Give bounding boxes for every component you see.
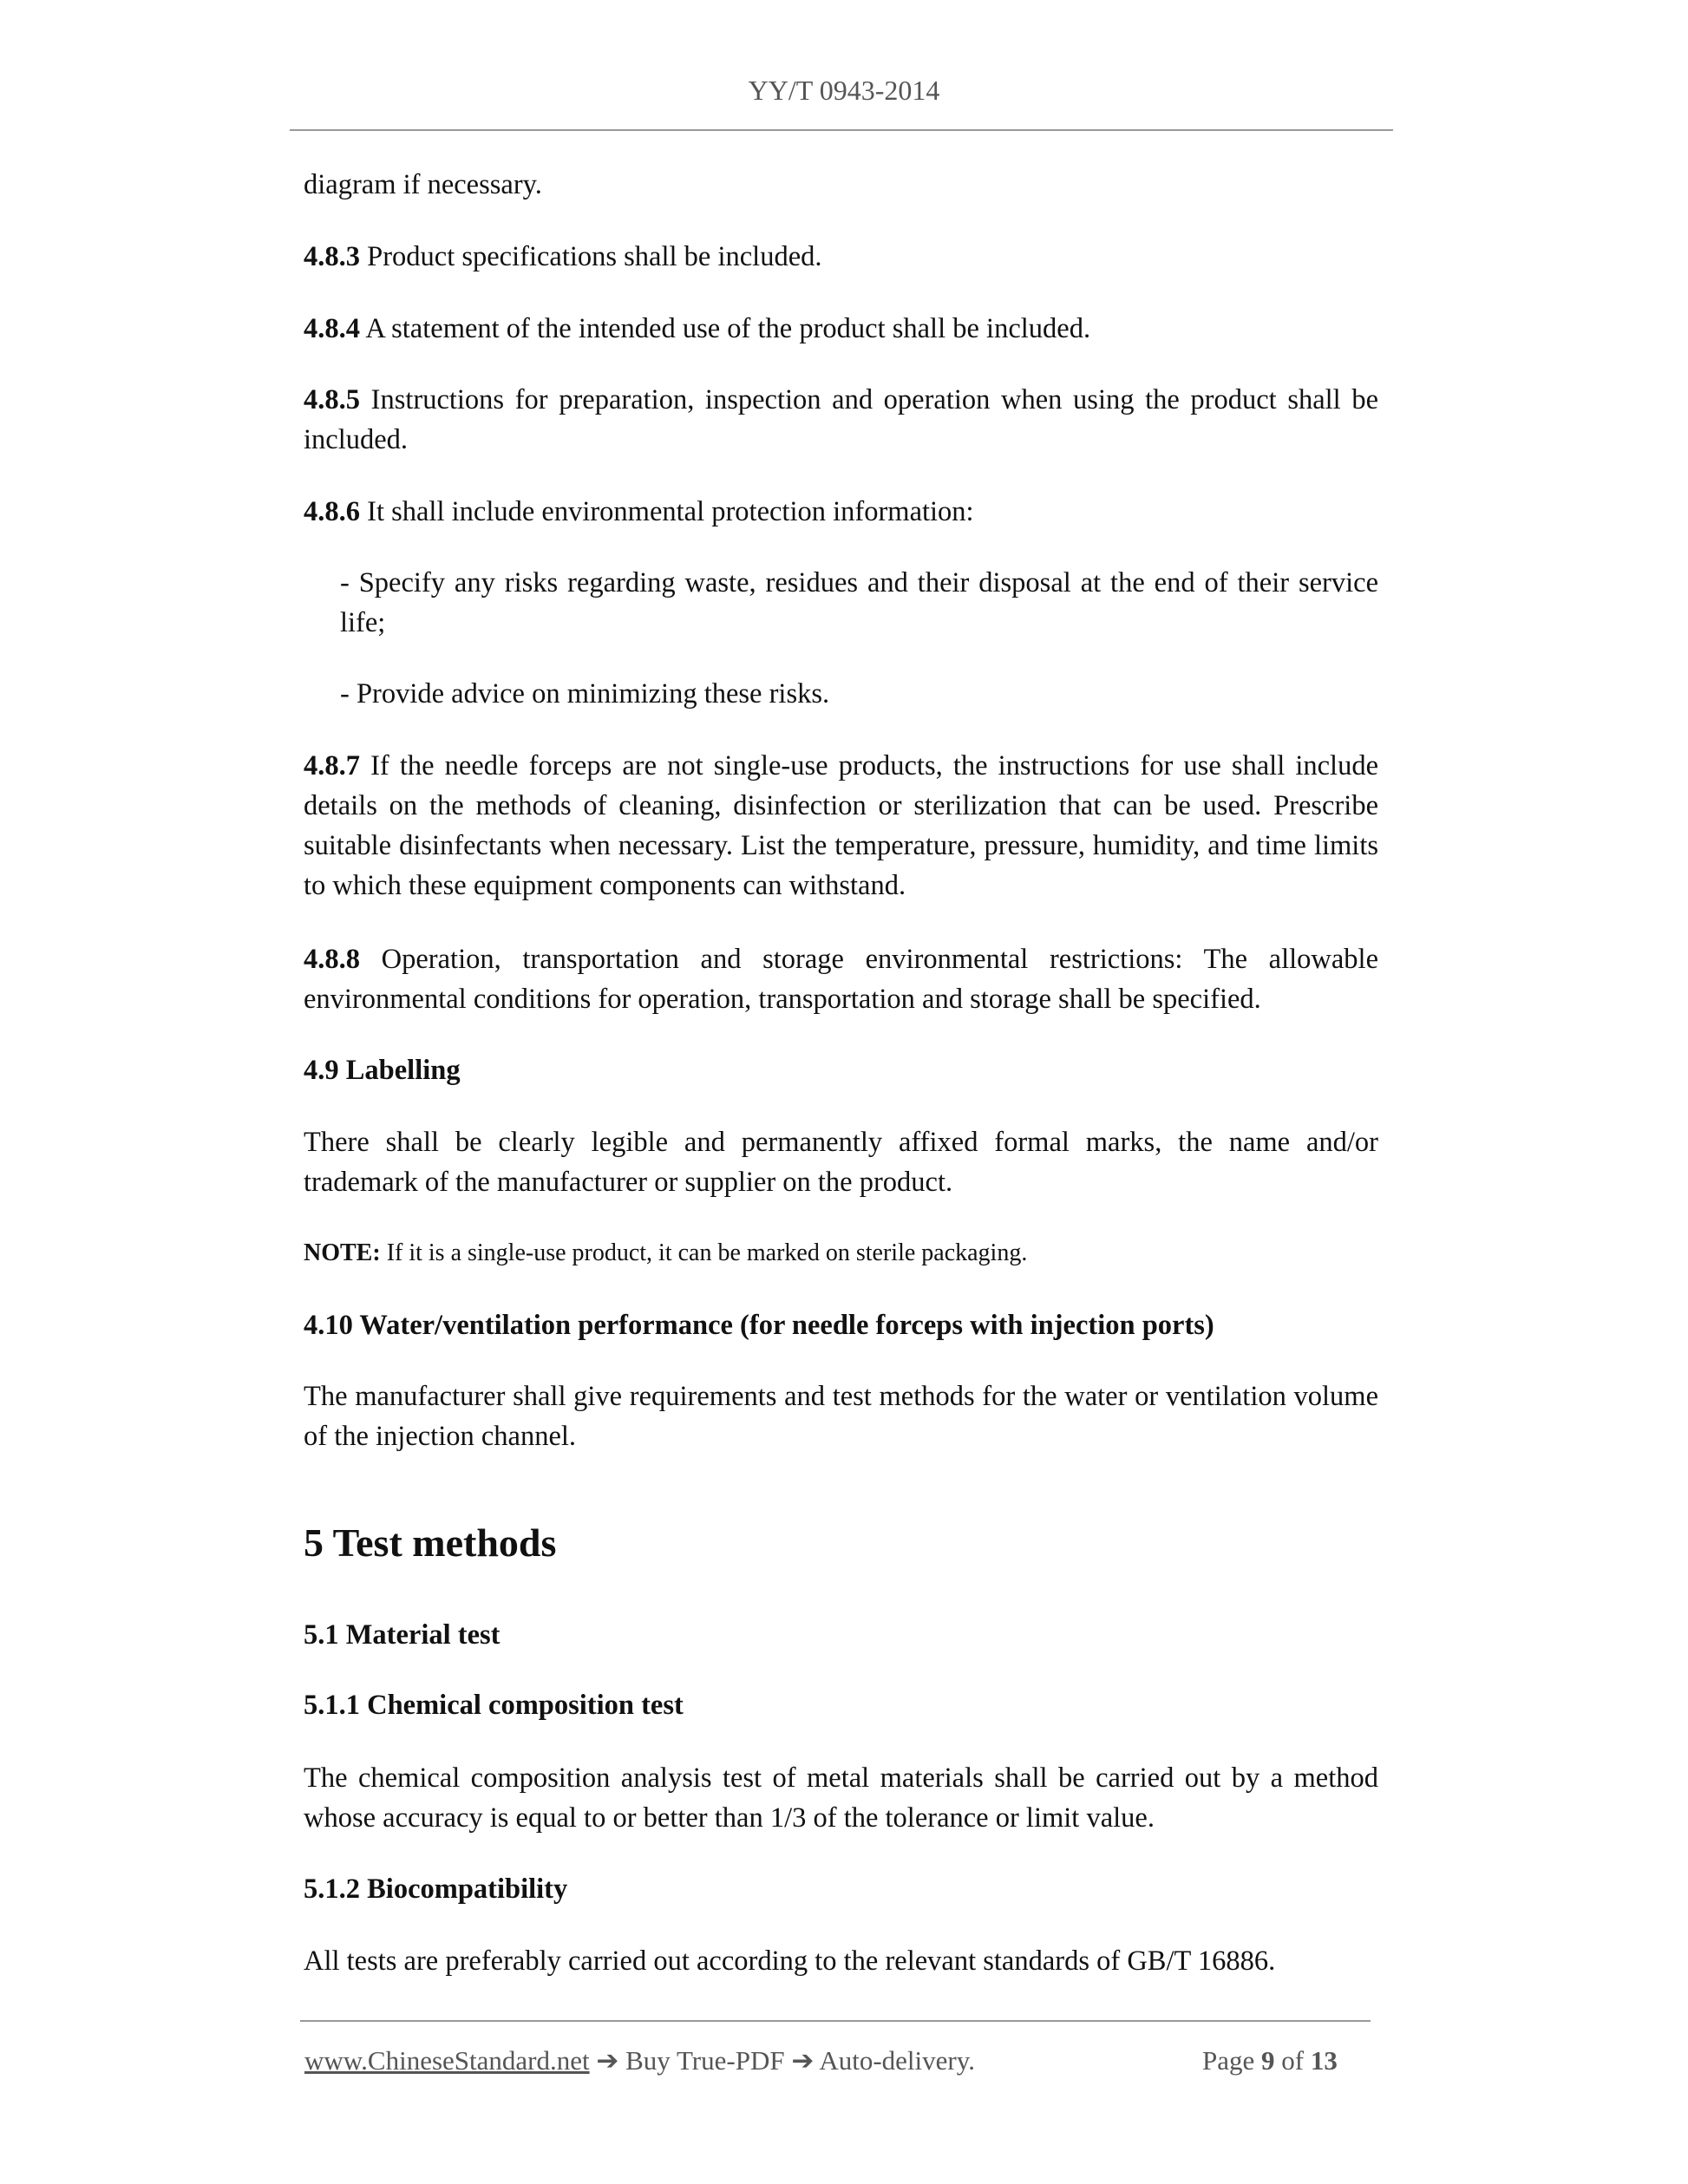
section-heading-5-1-1: 5.1.1 Chemical composition test [304, 1690, 684, 1721]
page-label: Page [1202, 2045, 1262, 2076]
paragraph-continuation: diagram if necessary. [304, 169, 542, 200]
arrow-icon: ➔ [784, 2045, 820, 2076]
chapter-heading-5: 5 Test methods [304, 1520, 557, 1565]
section-heading-4-10: 4.10 Water/ventilation performance (for needle forceps with injection ports) [304, 1310, 1214, 1341]
note-label: NOTE: [304, 1239, 381, 1266]
clause-number: 4.8.4 [304, 313, 360, 344]
clause-4-8-8 [304, 939, 1378, 1019]
paragraph: The chemical composition analysis test of metal materials shall be carried out by a method whose accuracy is equal to or better than 1/3 of the tolerance or limit value. [304, 1762, 1378, 1834]
clause-4-8-3 [304, 237, 1378, 277]
of-label: of [1274, 2045, 1311, 2076]
header-divider [290, 129, 1393, 131]
website-link[interactable]: www.ChineseStandard.net [304, 2045, 590, 2076]
clause-4-8-5 [304, 380, 1378, 460]
section-heading-5-1: 5.1 Material test [304, 1619, 501, 1651]
clause-4-8-4 [304, 309, 1378, 349]
clause-text: Operation, transportation and storage environmental restrictions: The allowable environmental conditions for operation, transportation and storage shall be specified. [304, 944, 1378, 1015]
arrow-icon: ➔ [589, 2045, 626, 2076]
section-heading-5-1-2: 5.1.2 Biocompatibility [304, 1873, 568, 1905]
clause-text: It shall include environmental protection information: [360, 496, 974, 527]
buy-text: Buy True-PDF [625, 2045, 785, 2076]
clause-number: 4.8.3 [304, 241, 360, 272]
clause-text: If the needle forceps are not single-use products, the instructions for use shall include details on the methods of cleaning, disinfection or sterilization that can be used. Prescribe suitable disinfectants when necessary. List the temperature, pressure, humidity, and time limits to which these equipment components can withstand. [304, 750, 1378, 901]
page-number: 9 [1261, 2045, 1275, 2076]
list-item: - Provide advice on minimizing these risks. [340, 678, 830, 709]
clause-number: 4.8.7 [304, 750, 360, 781]
document-id-header: YY/T 0943-2014 [748, 75, 940, 106]
footer-promo [304, 2042, 975, 2080]
list-item: - Specify any risks regarding waste, residues and their disposal at the end of their service life; [340, 567, 1378, 638]
page-total: 13 [1310, 2045, 1338, 2076]
clause-number: 4.8.6 [304, 496, 360, 527]
delivery-text: Auto-delivery. [819, 2045, 975, 2076]
clause-text: Instructions for preparation, inspection and operation when using the product shall be included. [304, 384, 1378, 455]
paragraph: The manufacturer shall give requirements and test methods for the water or ventilation volume of the injection channel. [304, 1381, 1378, 1452]
note [304, 1233, 1378, 1273]
footer-divider [300, 2020, 1371, 2022]
clause-number: 4.8.5 [304, 384, 360, 415]
clause-text: A statement of the intended use of the product shall be included. [360, 313, 1091, 344]
section-heading-4-9: 4.9 Labelling [304, 1055, 461, 1086]
paragraph: There shall be clearly legible and permanently affixed formal marks, the name and/or trademark of the manufacturer or supplier on the product. [304, 1127, 1378, 1198]
clause-text: Product specifications shall be included. [360, 241, 822, 272]
clause-4-8-7 [304, 746, 1378, 906]
clause-number: 4.8.8 [304, 944, 360, 975]
note-text: If it is a single-use product, it can be marked on sterile packaging. [380, 1239, 1028, 1266]
paragraph: All tests are preferably carried out according to the relevant standards of GB/T 16886. [304, 1945, 1276, 1977]
page-indicator [1202, 2042, 1338, 2080]
clause-4-8-6 [304, 492, 1378, 532]
